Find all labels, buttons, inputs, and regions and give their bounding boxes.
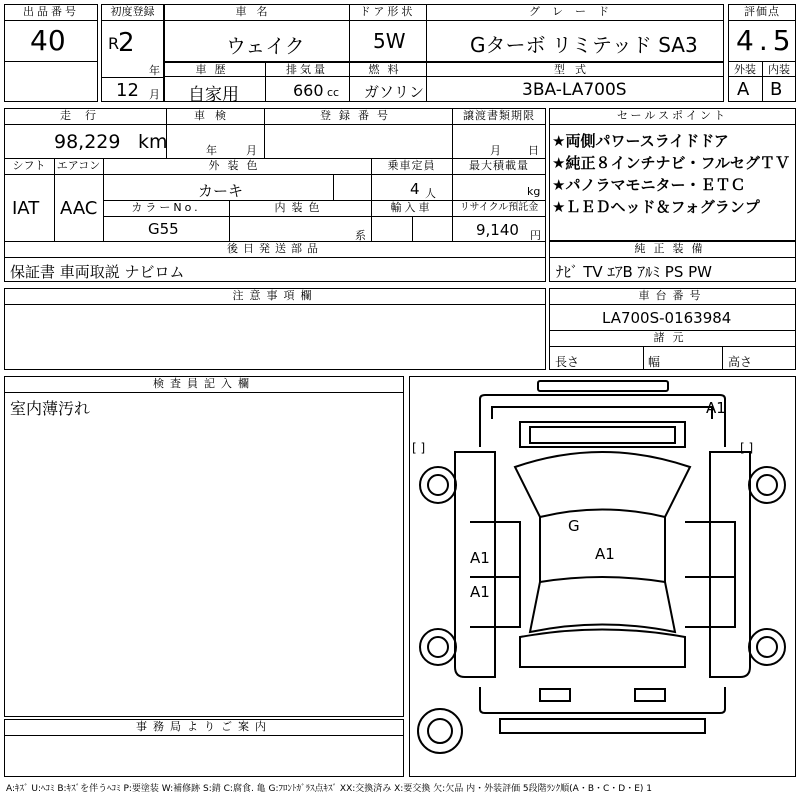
fuel-label: 燃料 — [368, 63, 407, 76]
office-label: 事務局よりご案内 — [136, 720, 272, 733]
reg-month: 12 — [116, 80, 139, 101]
inspector-box — [4, 376, 404, 717]
sales-point-3: ★パノラマモニター・ＥＴＣ — [552, 176, 746, 194]
mark-front-right: A1 — [706, 399, 726, 417]
recycle-label: リサイクル預託金 — [459, 202, 539, 213]
grade-value: Gターボ リミテッド SA3 — [470, 33, 698, 57]
colorno-value: G55 — [148, 220, 179, 238]
displacement-unit: cc — [327, 86, 340, 99]
car-diagram — [409, 376, 796, 777]
interior-label: 内装 — [768, 63, 790, 76]
shift-label: シフト — [12, 159, 46, 172]
mark-windshield: G — [568, 517, 580, 535]
history-value: 自家用 — [188, 85, 239, 105]
history-label: 車歴 — [195, 63, 234, 76]
ac-label: エアコン — [56, 159, 101, 172]
mark-left-front-door: A1 — [470, 549, 490, 567]
lot-label: 出品番号 — [23, 5, 79, 18]
inspector-note: 室内薄汚れ — [10, 399, 91, 418]
length-label: 長さ — [555, 355, 580, 369]
car-name: ウェイク — [226, 34, 305, 58]
import-label: 輸入車 — [390, 201, 433, 214]
bracket-left: [ ] — [412, 441, 426, 455]
ac-value: AAC — [60, 198, 98, 219]
dims-label: 諸元 — [653, 331, 692, 344]
capacity-unit: 人 — [425, 187, 436, 200]
intcolor-unit: 系 — [355, 229, 366, 242]
recycle-unit: 円 — [530, 229, 541, 242]
reg-year: 2 — [118, 28, 135, 58]
color-value: カーキ — [198, 182, 244, 200]
lot-number: 40 — [30, 24, 66, 57]
recycle-value: 9,140 — [476, 221, 519, 239]
load-label: 最大積載量 — [469, 159, 529, 172]
inspection-year-unit: 年 — [206, 144, 217, 157]
mark-left-rear-door: A1 — [470, 583, 490, 601]
equipment-value: ﾅﾋﾞ TV ｴｱB ｱﾙﾐ PS PW — [556, 263, 712, 281]
sales-point-4: ★ＬＥＤヘッド＆フォグランプ — [552, 198, 760, 216]
era: R — [108, 34, 120, 53]
later-parts-label: 後日発送部品 — [227, 242, 323, 255]
later-parts-value: 保証書 車両取説 ナビロム — [10, 263, 185, 281]
width-label: 幅 — [648, 355, 661, 369]
colorno-label: カラーNo. — [131, 201, 201, 214]
intcolor-label: 内装色 — [274, 201, 326, 214]
inspector-label: 検査員記入欄 — [153, 377, 255, 390]
equipment-label: 純正装備 — [634, 242, 711, 255]
grade-label: グレード — [529, 5, 621, 18]
transfer-label: 譲渡書類期限 — [463, 109, 535, 122]
chassis-label: 車台番号 — [638, 289, 707, 302]
door-type: 5W — [373, 29, 406, 53]
mileage-unit: km — [138, 131, 168, 153]
capacity-label: 乗車定員 — [387, 159, 436, 172]
regno-label: 登録番号 — [320, 109, 396, 122]
displacement-value: 660 — [293, 81, 324, 100]
load-unit: kg — [527, 185, 541, 198]
model-value: 3BA-LA700S — [522, 80, 627, 100]
car-diagram-drawing — [410, 377, 795, 776]
color-label: 外装色 — [208, 159, 266, 172]
legend: A:ｷｽﾞ U:ﾍｺﾐ B:ｷｽﾞを伴うﾍｺﾐ P:要塗装 W:補修跡 S:錆 C:腐食. 亀 G:ﾌﾛﾝﾄｶﾞﾗｽ点ｷｽﾞ XX:交換済み X:要交換 欠:欠品 内・外装評価 5段階ﾗﾝｸ順(A・B・C・D・E) 1 — [6, 784, 653, 794]
fuel-value: ガソリン — [364, 83, 425, 101]
inspection-label: 車検 — [194, 109, 236, 122]
month-unit: 月 — [149, 88, 160, 101]
chassis-value: LA700S-0163984 — [602, 309, 732, 327]
mileage-label: 走行 — [60, 109, 110, 122]
model-label: 型式 — [554, 63, 596, 76]
capacity-value: 4 — [410, 180, 420, 198]
transfer-day-unit: 日 — [528, 144, 539, 157]
inspection-month-unit: 月 — [246, 144, 257, 157]
displacement-label: 排気量 — [286, 63, 328, 76]
mark-roof: A1 — [595, 545, 615, 563]
name-label: 車名 — [235, 5, 278, 18]
bracket-right: [ ] — [740, 441, 754, 455]
score-value: 4.5 — [736, 24, 796, 57]
interior-grade: B — [770, 79, 783, 100]
exterior-grade: A — [737, 79, 750, 100]
door-label: ドア形状 — [359, 5, 416, 18]
score-label: 評価点 — [744, 5, 780, 18]
shift-value: IAT — [12, 198, 40, 219]
notes-label: 注意事項欄 — [232, 289, 318, 302]
sales-point-2: ★純正８インチナビ・フルセグＴＶ — [552, 154, 790, 172]
sales-label: セールスポイント — [616, 109, 728, 122]
transfer-month-unit: 月 — [490, 144, 501, 157]
registration-label: 初度登録 — [110, 5, 155, 18]
year-unit: 年 — [149, 64, 160, 77]
sales-point-1: ★両側パワースライドドア — [552, 132, 729, 150]
mileage-value: 98,229 — [54, 131, 121, 153]
height-label: 高さ — [728, 355, 753, 369]
exterior-label: 外装 — [734, 63, 756, 76]
